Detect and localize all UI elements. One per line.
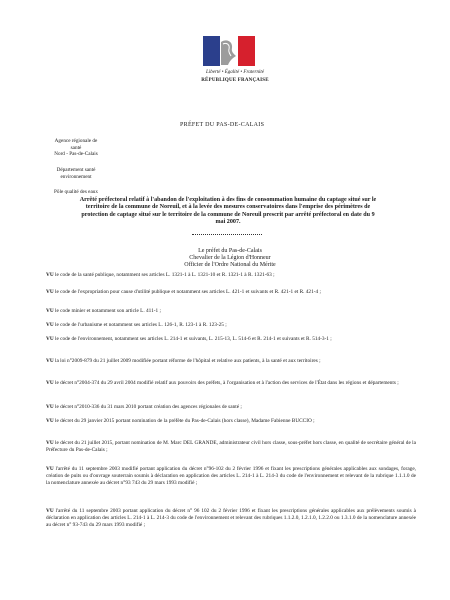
vu-paragraph [46,380,416,387]
vu-prefix: VU [46,380,54,386]
department-line: environnement [60,173,92,180]
vu-text: le code de l'environnement, notamment ses articles L. 214-1 et suivants, L. 215-13, L. 514-6 et R. 214-1 et suivants et R. 514-3-1 ; [53,336,332,342]
vu-prefix: VU [46,289,54,295]
vu-paragraph [46,418,416,425]
vu-prefix: VU [46,358,54,364]
logo-motto: Liberté • Égalité • Fraternité [206,70,264,75]
vu-prefix: VU [46,272,54,278]
vu-prefix: VU [46,466,54,472]
agency-line: santé [70,144,82,151]
agency-line: Agence régionale de [54,138,98,144]
vu-paragraph [46,308,416,315]
authority-line: Le préfet du Pas-de-Calais [198,248,262,254]
marianne-logo [195,36,275,92]
vu-text: l'arrêté du 11 septembre 2003 modifié portant application du décret n°96-102 du 2 février 1996 et fixant les prescriptions générales applicables aux sondages, forage, création de puits ou d'ouvrage souterrain soumis à déclaration en application des articles L. 214-1 à L. 214-3 du code de l'environnement et relevant de la rubrique 1.1.1.0 de la nomenclature annexée au décret n°93 743 du 29 mars 1993 modifié ; [46,466,416,486]
vu-prefix: VU [46,508,54,514]
vu-text: le code de l'urbanisme et notamment ses articles L. 126-1, R. 123-1 à R. 123-25 ; [53,322,227,328]
vu-prefix: VU [46,404,54,410]
authority-line: Chevalier de la Légion d'Honneur [189,255,271,262]
vu-paragraph [46,336,416,343]
department-line: Département santé [56,167,96,173]
vu-prefix: VU [46,322,54,328]
vu-paragraph [46,289,416,296]
vu-prefix: VU [46,308,54,314]
pole-label: Pôle qualité des eaux [54,189,98,195]
vu-text: le décret du 21 juillet 2015, portant nomination de M. Marc DEL GRANDE, administrateur civil hors classe, sous-préfet hors classe, en qualité de secrétaire général de la Préfecture du Pas-de-Calais ; [46,440,416,453]
vu-text: le code minier et notamment son article L. 411-1 ; [53,308,161,314]
vu-text: le décret du 29 janvier 2015 portant nomination de la préfète du Pas-de-Calais (hors classe), Madame Fabienne BUCCIO ; [53,418,315,424]
vu-text: le décret n°2010-336 du 31 mars 2010 portant création des agences régionales de santé ; [53,404,242,410]
vu-text: l'arrêté du 11 septembre 2003 portant application du décret n° 96 102 du 2 février 1996 et fixant les prescriptions générales applicables aux prélèvements soumis à déclaration en application des articles L. 214-1 à L. 214-3 du code de l'environnement et relevant des rubriques 1.1.2.0, 1.2.1.0, 1.2.2.0 ou 1.3.1.0 de la nomenclature annexée au décret n° 93-743 du 29 mars 1993 modifié ; [46,508,416,528]
logo-republic: RÉPUBLIQUE FRANÇAISE [201,78,269,83]
document-title: Arrêté préfectoral relatif à l'abandon de l'exploitation à des fins de consommation humaine du captage situé sur le territoire de la commune de Noreuil, et à la levée des mesures conservatoires dans l'emprise des périmètres de protection de captage situé sur le territoire de la commune de Noreuil prescrit par arrêté préfectoral en date du 9 mai 2007. [79,197,377,226]
authority-line: Officier de l'Ordre National du Mérite [184,262,276,269]
vu-paragraph [46,358,416,365]
vu-text: le code de la santé publique, notamment ses articles L. 1321-1 à L. 1321-10 et R. 1321-1 à R. 1321-63 ; [53,272,275,278]
vu-paragraph [46,440,416,454]
separator [192,234,262,235]
marianne-flag-icon [203,36,255,66]
agency-block [46,138,106,158]
vu-paragraph [46,508,416,529]
vu-prefix: VU [46,336,54,342]
agency-line: Nord - Pas-de-Calais [54,151,98,158]
vu-paragraph [46,272,416,279]
vu-text: la loi n°2009-879 du 21 juillet 2009 modifiée portant réforme de l'hôpital et relative aux patients, à la santé et aux territoires ; [53,358,321,364]
department-block [46,167,106,180]
vu-text: le décret n°2004-374 du 29 avril 2004 modifié relatif aux pouvoirs des préfets, à l'organisation et à l'action des services de l'État dans les régions et départements ; [53,380,399,386]
vu-paragraph [46,404,416,411]
vu-prefix: VU [46,418,54,424]
vu-text: le code de l'expropriation pour cause d'utilité publique et notamment ses articles L. 421-1 et suivants et R. 421-1 et R. 421-4 ; [53,289,321,295]
authority-block [150,248,310,270]
vu-paragraph [46,466,416,487]
vu-prefix: VU [46,440,54,446]
prefet-header: PRÉFET DU PAS-DE-CALAIS [180,122,265,128]
vu-paragraph [46,322,416,329]
